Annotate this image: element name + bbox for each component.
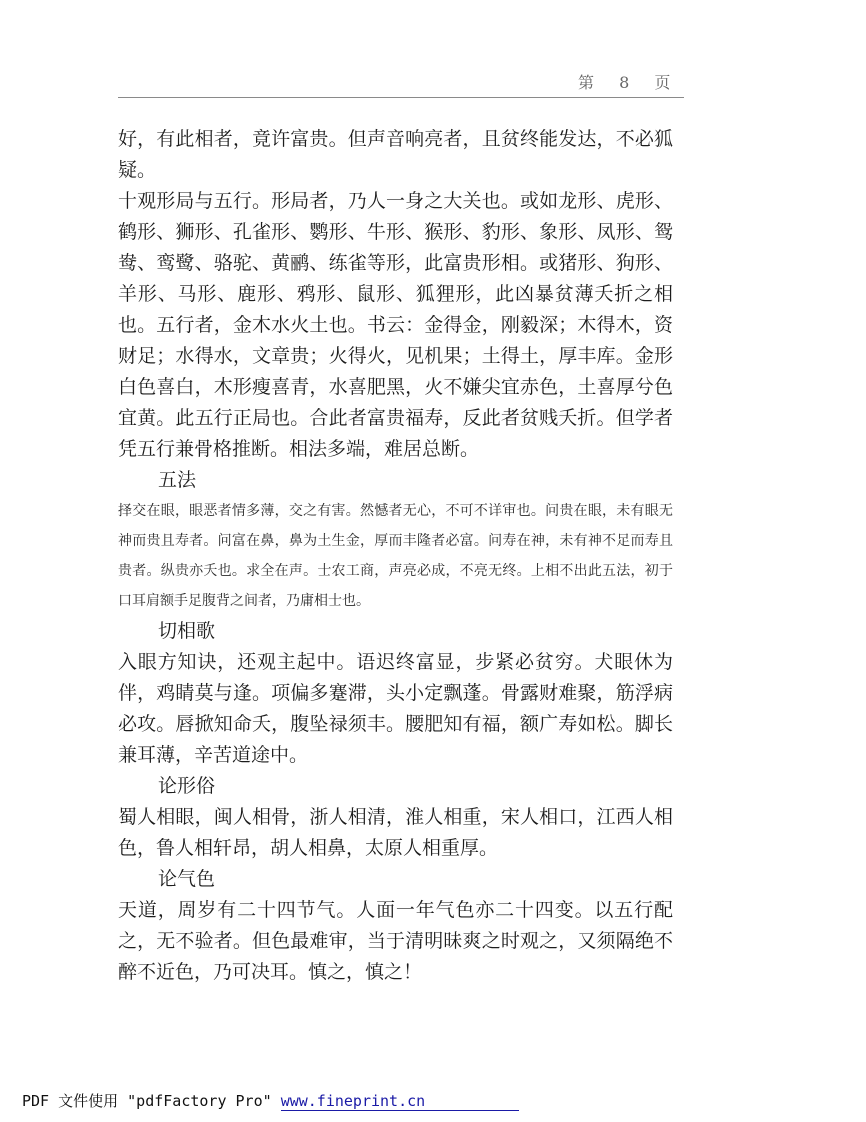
- section-heading-regional-customs: 论形俗: [158, 775, 216, 797]
- footer-label: PDF 文件使用 "pdfFactory Pro": [22, 1092, 281, 1110]
- section-heading-physiognomy-song: 切相歌: [158, 620, 216, 642]
- pdf-footer: [22, 1090, 519, 1111]
- page-number: 第 8 页: [578, 73, 681, 92]
- paragraph-five-methods: 择交在眼，眼恶者情多薄，交之有害。然憾者无心，不可不详审也。问贵在眼，未有眼无神而贵且寿者。问富在鼻，鼻为土生金，厚而丰隆者必富。问寿在神，未有神不足而寿且贵者。纵贵亦夭也。求全在声。士农工商，声亮必成，不亮无终。上相不出此五法，初于口耳肩额手足腹背之间者，乃庸相士也。: [118, 503, 673, 609]
- section-heading-five-methods: 五法: [158, 469, 197, 491]
- paragraph-regional-customs: 蜀人相眼，闽人相骨，浙人相清，淮人相重，宋人相口，江西人相色，鲁人相轩昂，胡人相鼻，太原人相重厚。: [118, 806, 673, 859]
- section-heading-complexion: 论气色: [158, 868, 216, 890]
- paragraph-intro: 好，有此相者，竟许富贵。但声音响亮者，且贫终能发达，不必狐疑。: [118, 128, 673, 181]
- paragraph-physiognomy-song: 入眼方知诀，还观主起中。语迟终富显，步紧必贫穷。犬眼休为伴，鸡睛莫与逢。项偏多蹇滞，头小定飘蓬。骨露财难聚，筋浮病必攻。唇掀知命夭，腹坠禄须丰。腰肥知有福，额广寿如松。脚长兼耳薄，辛苦道途中。: [118, 651, 673, 766]
- header-divider: [118, 97, 684, 98]
- paragraph-complexion: 天道，周岁有二十四节气。人面一年气色亦二十四变。以五行配之，无不验者。但色最难审，当于清明昧爽之时观之，又须隔绝不醉不近色，乃可决耳。慎之，慎之！: [118, 899, 673, 983]
- paragraph-form-and-elements: 十观形局与五行。形局者，乃人一身之大关也。或如龙形、虎形、鹤形、狮形、孔雀形、鹦形、牛形、猴形、豹形、象形、凤形、鸳鸯、鸾鹭、骆驼、黄鹂、练雀等形，此富贵形相。或猪形、狗形、羊形、马形、鹿形、鸦形、鼠形、狐狸形，此凶暴贫薄夭折之相也。五行者，金木水火土也。书云：金得金，刚毅深；木得木，资财足；水得水，文章贵；火得火，见机果；土得土，厚丰库。金形白色喜白，木形瘦喜青，水喜肥黑，火不嫌尖宜赤色，土喜厚兮色宜黄。此五行正局也。合此者富贵福寿，反此者贫贱夭折。但学者凭五行兼骨格推断。相法多端，难居总断。: [118, 190, 673, 460]
- footer-link[interactable]: www.fineprint.cn: [281, 1093, 519, 1111]
- document-body: [118, 124, 673, 988]
